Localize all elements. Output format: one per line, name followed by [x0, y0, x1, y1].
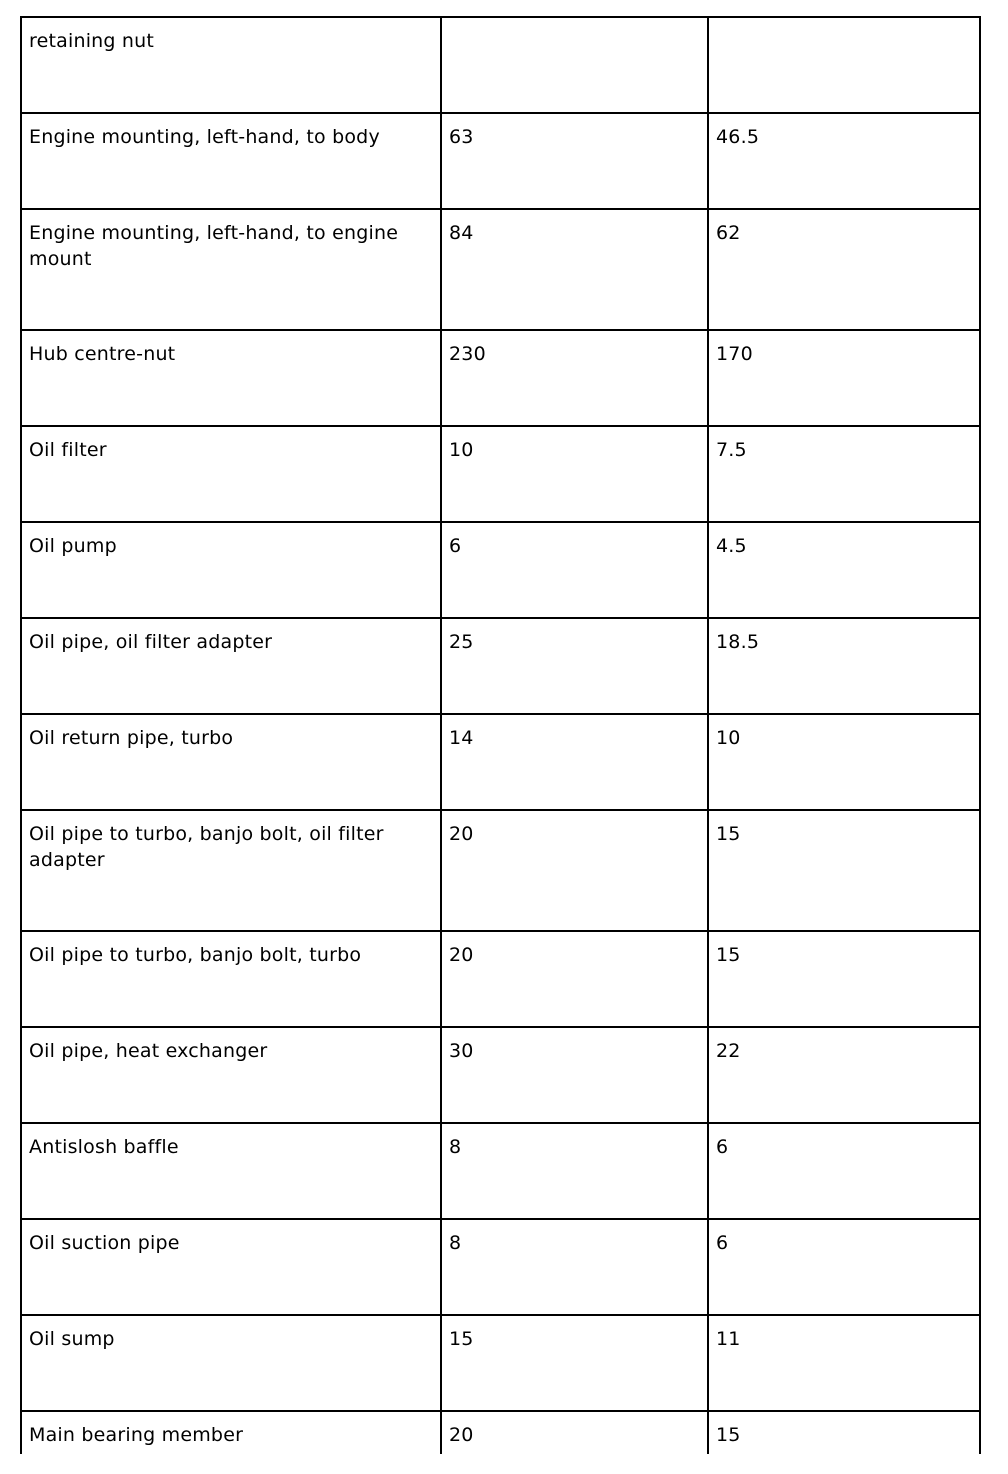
torque-nm-cell	[441, 17, 708, 113]
torque-nm-cell: 20	[441, 1411, 708, 1454]
torque-nm-cell: 8	[441, 1123, 708, 1219]
component-cell: Oil pump	[21, 522, 441, 618]
torque-lbfft-cell	[708, 17, 980, 113]
component-cell: Oil suction pipe	[21, 1219, 441, 1315]
torque-lbfft-cell: 22	[708, 1027, 980, 1123]
table-row	[21, 1411, 980, 1454]
component-cell: Oil pipe, heat exchanger	[21, 1027, 441, 1123]
torque-lbfft-cell: 7.5	[708, 426, 980, 522]
component-cell: Engine mounting, left-hand, to engine mount	[21, 209, 441, 330]
table-row	[21, 113, 980, 209]
table-row	[21, 1219, 980, 1315]
torque-lbfft-cell: 170	[708, 330, 980, 426]
table-row	[21, 618, 980, 714]
table-row	[21, 1123, 980, 1219]
torque-lbfft-cell: 10	[708, 714, 980, 810]
component-cell: Hub centre-nut	[21, 330, 441, 426]
component-cell: Engine mounting, left-hand, to body	[21, 113, 441, 209]
table-row	[21, 1027, 980, 1123]
table-row	[21, 17, 980, 113]
torque-lbfft-cell: 11	[708, 1315, 980, 1411]
table-row	[21, 1315, 980, 1411]
component-cell: Oil return pipe, turbo	[21, 714, 441, 810]
table-row	[21, 330, 980, 426]
table-row	[21, 810, 980, 931]
torque-nm-cell: 15	[441, 1315, 708, 1411]
torque-nm-cell: 20	[441, 931, 708, 1027]
component-cell: Oil filter	[21, 426, 441, 522]
torque-lbfft-cell: 46.5	[708, 113, 980, 209]
torque-lbfft-cell: 6	[708, 1123, 980, 1219]
torque-nm-cell: 230	[441, 330, 708, 426]
torque-nm-cell: 6	[441, 522, 708, 618]
torque-nm-cell: 25	[441, 618, 708, 714]
torque-nm-cell: 30	[441, 1027, 708, 1123]
table-row	[21, 209, 980, 330]
torque-nm-cell: 10	[441, 426, 708, 522]
torque-nm-cell: 14	[441, 714, 708, 810]
component-cell: Main bearing member	[21, 1411, 441, 1454]
torque-lbfft-cell: 15	[708, 810, 980, 931]
torque-nm-cell: 20	[441, 810, 708, 931]
torque-nm-cell: 63	[441, 113, 708, 209]
torque-nm-cell: 8	[441, 1219, 708, 1315]
table-row	[21, 931, 980, 1027]
table-row	[21, 522, 980, 618]
table-row	[21, 714, 980, 810]
torque-lbfft-cell: 6	[708, 1219, 980, 1315]
component-cell: retaining nut	[21, 17, 441, 113]
table-body	[21, 17, 980, 1454]
torque-lbfft-cell: 4.5	[708, 522, 980, 618]
torque-lbfft-cell: 18.5	[708, 618, 980, 714]
component-cell: Oil sump	[21, 1315, 441, 1411]
torque-lbfft-cell: 15	[708, 931, 980, 1027]
component-cell: Oil pipe to turbo, banjo bolt, oil filter adapter	[21, 810, 441, 931]
torque-spec-table	[20, 16, 981, 1454]
torque-lbfft-cell: 15	[708, 1411, 980, 1454]
component-cell: Oil pipe, oil filter adapter	[21, 618, 441, 714]
torque-lbfft-cell: 62	[708, 209, 980, 330]
component-cell: Oil pipe to turbo, banjo bolt, turbo	[21, 931, 441, 1027]
torque-nm-cell: 84	[441, 209, 708, 330]
table-row	[21, 426, 980, 522]
component-cell: Antislosh baffle	[21, 1123, 441, 1219]
